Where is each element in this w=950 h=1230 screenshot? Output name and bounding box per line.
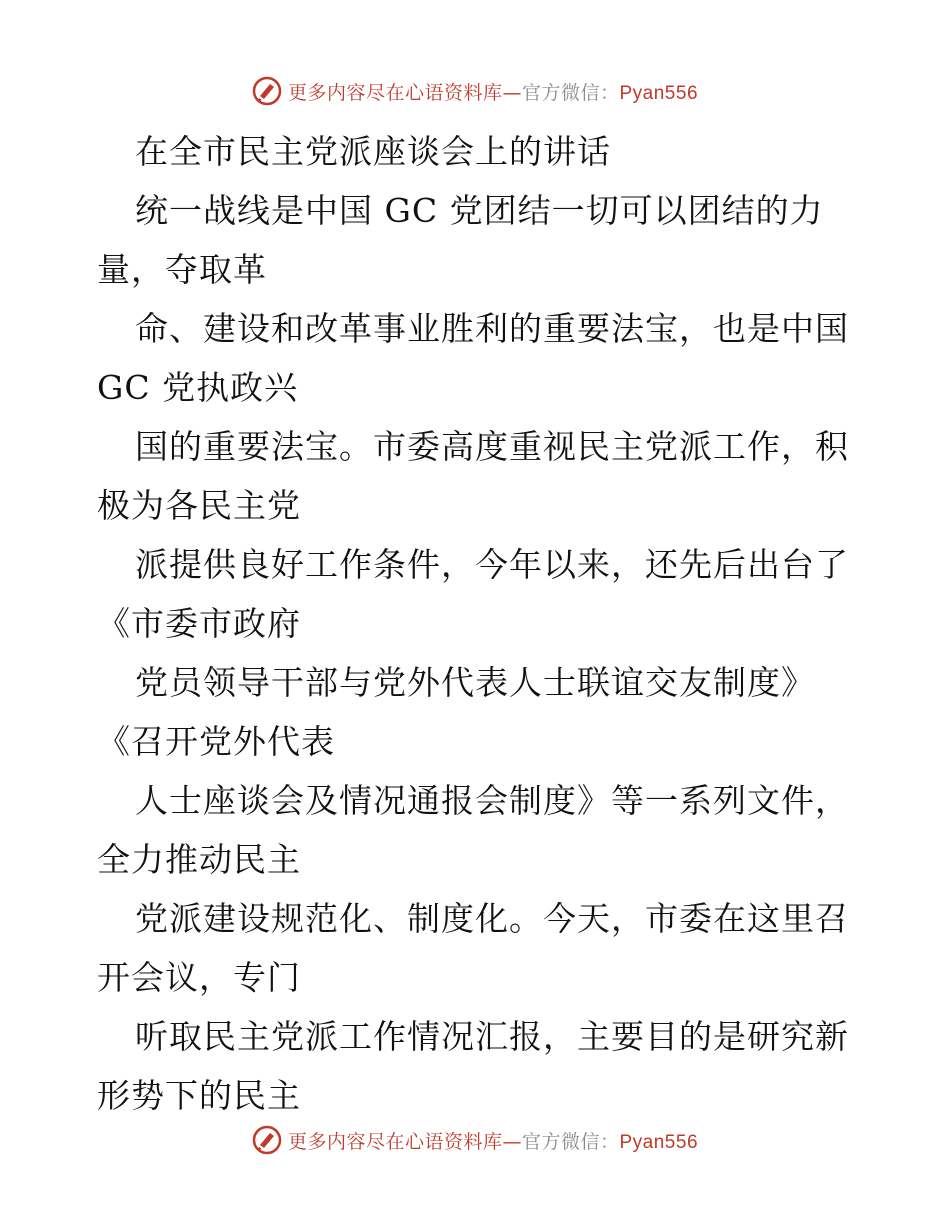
text-line: 量，夺取革 — [97, 250, 267, 289]
text-line: 党派建设规范化、制度化。今天，市委在这里召 — [135, 899, 849, 938]
text-line: 命、建设和改革事业胜利的重要法宝，也是中国 — [135, 309, 849, 348]
text-line: 派提供良好工作条件，今年以来，还先后出台了 — [135, 545, 849, 584]
text-line: 全力推动民主 — [97, 840, 301, 879]
text-line: 形势下的民主 — [97, 1076, 301, 1115]
watermark-label: 官方微信： — [521, 1130, 620, 1153]
watermark-dash: — — [502, 1130, 522, 1153]
document-body — [97, 122, 857, 1125]
watermark-text — [288, 1127, 698, 1154]
logo-icon — [252, 1125, 282, 1155]
text-line: 听取民主党派工作情况汇报，主要目的是研究新 — [135, 1017, 849, 1056]
header-watermark — [0, 71, 950, 111]
watermark-label: 官方微信： — [521, 81, 620, 104]
text-line: 极为各民主党 — [97, 486, 301, 525]
watermark-text — [288, 78, 698, 105]
watermark-dash: — — [502, 81, 522, 104]
text-line: 《召开党外代表 — [97, 722, 335, 761]
text-line: 《市委市政府 — [97, 604, 301, 643]
text-line: 国的重要法宝。市委高度重视民主党派工作，积 — [135, 427, 849, 466]
logo-icon — [252, 76, 282, 106]
watermark-site: 更多内容尽在心语资料库 — [287, 81, 503, 104]
text-line: 开会议，专门 — [97, 958, 301, 997]
text-line: 党员领导干部与党外代表人士联谊交友制度》 — [135, 663, 815, 702]
footer-watermark — [0, 1120, 950, 1160]
document-title: 在全市民主党派座谈会上的讲话 — [135, 132, 611, 171]
watermark-wechat-id: Pyan556 — [619, 82, 699, 104]
text-line: GC 党执政兴 — [97, 368, 299, 407]
watermark-site: 更多内容尽在心语资料库 — [287, 1130, 503, 1153]
text-line: 人士座谈会及情况通报会制度》等一系列文件， — [135, 781, 849, 820]
text-line: 统一战线是中国 GC 党团结一切可以团结的力 — [135, 191, 824, 230]
watermark-wechat-id: Pyan556 — [619, 1131, 699, 1153]
